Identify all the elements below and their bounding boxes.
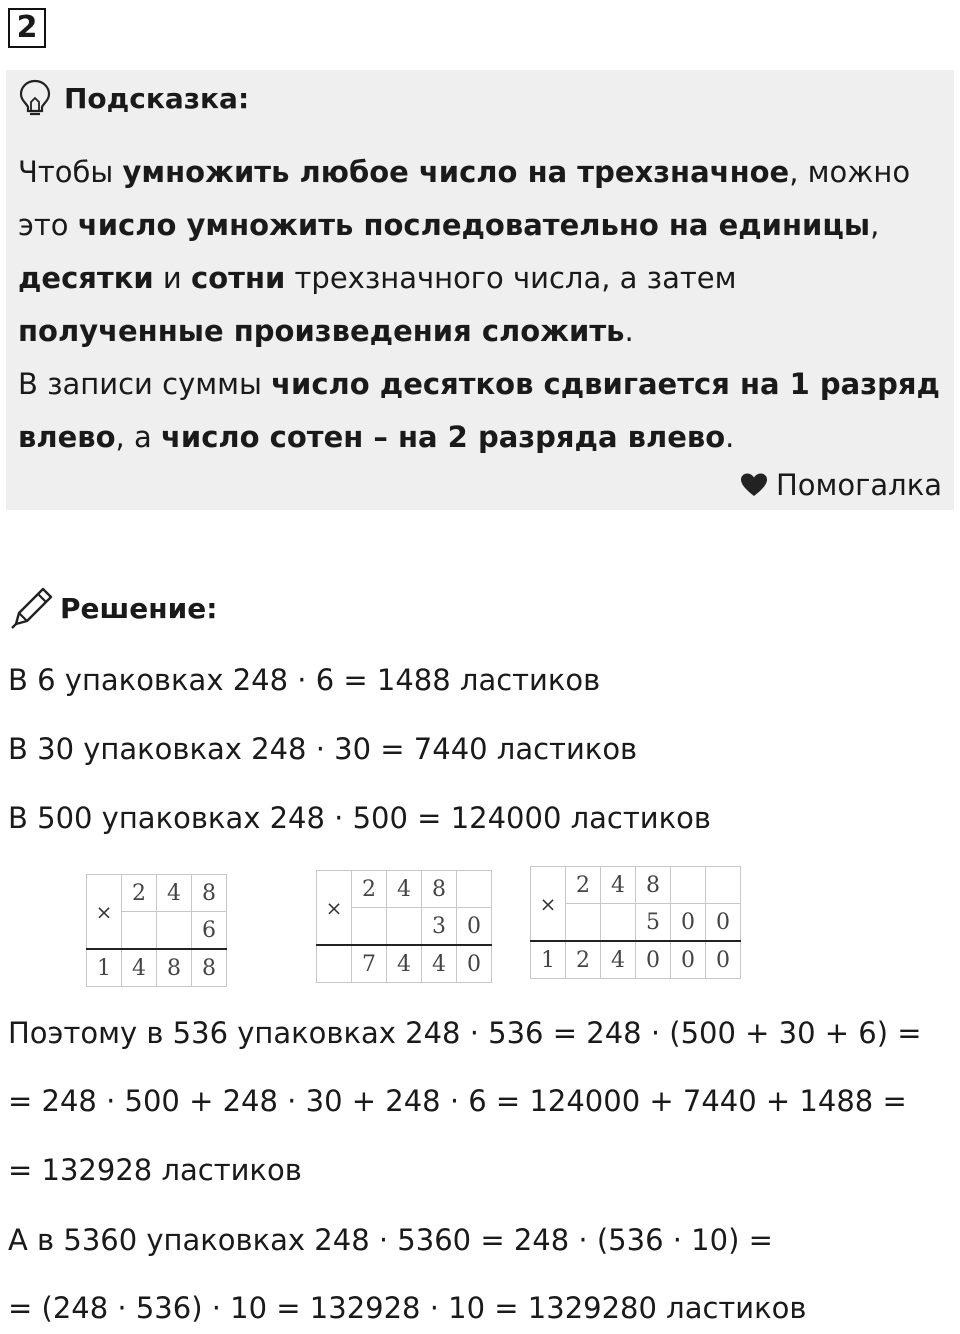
digit-cell — [706, 867, 741, 904]
digit-cell: 4 — [387, 945, 422, 983]
digit-cell: 4 — [601, 941, 636, 979]
digit-cell — [566, 904, 601, 942]
digit-cell: 0 — [706, 941, 741, 979]
digit-cell: 2 — [352, 871, 387, 908]
heart-icon — [740, 472, 768, 498]
digit-cell: 4 — [601, 867, 636, 904]
solution-header — [8, 586, 217, 630]
digit-cell: 8 — [192, 875, 227, 912]
column-multiplication-1 — [86, 874, 227, 987]
multiply-sign: × — [531, 867, 566, 942]
digit-cell: 8 — [157, 949, 192, 987]
pencil-icon — [8, 586, 54, 630]
solution-line: В 500 упаковках 248 · 500 = 124000 ластиков — [8, 801, 711, 835]
solution-line: = (248 · 536) · 10 = 132928 · 10 = 1329280 ластиков — [8, 1291, 807, 1325]
digit-cell: 2 — [566, 867, 601, 904]
digit-cell: 4 — [157, 875, 192, 912]
digit-cell: 4 — [387, 871, 422, 908]
digit-cell: 0 — [671, 904, 706, 942]
digit-cell — [317, 945, 352, 983]
solution-line: Поэтому в 536 упаковках 248 · 536 = 248 · (500 + 30 + 6) = — [8, 1016, 922, 1050]
digit-cell: 8 — [422, 871, 457, 908]
digit-cell: 4 — [122, 949, 157, 987]
hint-title: Подсказка: — [64, 81, 250, 115]
digit-cell: 5 — [636, 904, 671, 942]
digit-cell — [457, 871, 492, 908]
digit-cell: 1 — [87, 949, 122, 987]
solution-line: В 6 упаковках 248 · 6 = 1488 ластиков — [8, 663, 601, 697]
digit-cell: 1 — [531, 941, 566, 979]
solution-line: В 30 упаковках 248 · 30 = 7440 ластиков — [8, 732, 638, 766]
hint-text: Чтобы умножить любое число на трехзначное, можно это число умножить последовательно на единицы, десятки и сотни трехзначного числа, а затем полученные произведения сложить. В записи суммы число десятков сдвигается на 1 разряд влево, а число сотен – на 2 разряда влево. — [18, 155, 940, 454]
digit-cell: 0 — [671, 941, 706, 979]
digit-cell: 7 — [352, 945, 387, 983]
lightbulb-icon — [18, 78, 52, 118]
task-number: 2 — [8, 8, 46, 48]
digit-cell: 2 — [122, 875, 157, 912]
digit-cell: 0 — [636, 941, 671, 979]
digit-cell: 0 — [457, 908, 492, 946]
solution-title: Решение: — [60, 591, 218, 625]
credit — [740, 468, 942, 502]
digit-cell — [601, 904, 636, 942]
digit-cell — [671, 867, 706, 904]
hint-header — [18, 78, 249, 118]
multiply-sign: × — [87, 875, 122, 950]
solution-line: = 132928 ластиков — [8, 1153, 302, 1187]
digit-cell — [122, 912, 157, 950]
digit-cell — [157, 912, 192, 950]
digit-cell: 8 — [192, 949, 227, 987]
digit-cell: 2 — [566, 941, 601, 979]
digit-cell — [387, 908, 422, 946]
solution-line: = 248 · 500 + 248 · 30 + 248 · 6 = 124000 + 7440 + 1488 = — [8, 1084, 907, 1118]
solution-line: А в 5360 упаковках 248 · 5360 = 248 · (536 · 10) = — [8, 1223, 773, 1257]
digit-cell: 8 — [636, 867, 671, 904]
credit-label: Помогалка — [776, 468, 942, 502]
digit-cell: 4 — [422, 945, 457, 983]
digit-cell — [352, 908, 387, 946]
digit-cell: 0 — [706, 904, 741, 942]
digit-cell: 3 — [422, 908, 457, 946]
column-multiplication-2 — [316, 870, 492, 983]
digit-cell: 0 — [457, 945, 492, 983]
multiply-sign: × — [317, 871, 352, 946]
digit-cell: 6 — [192, 912, 227, 950]
column-multiplication-3 — [530, 866, 741, 979]
